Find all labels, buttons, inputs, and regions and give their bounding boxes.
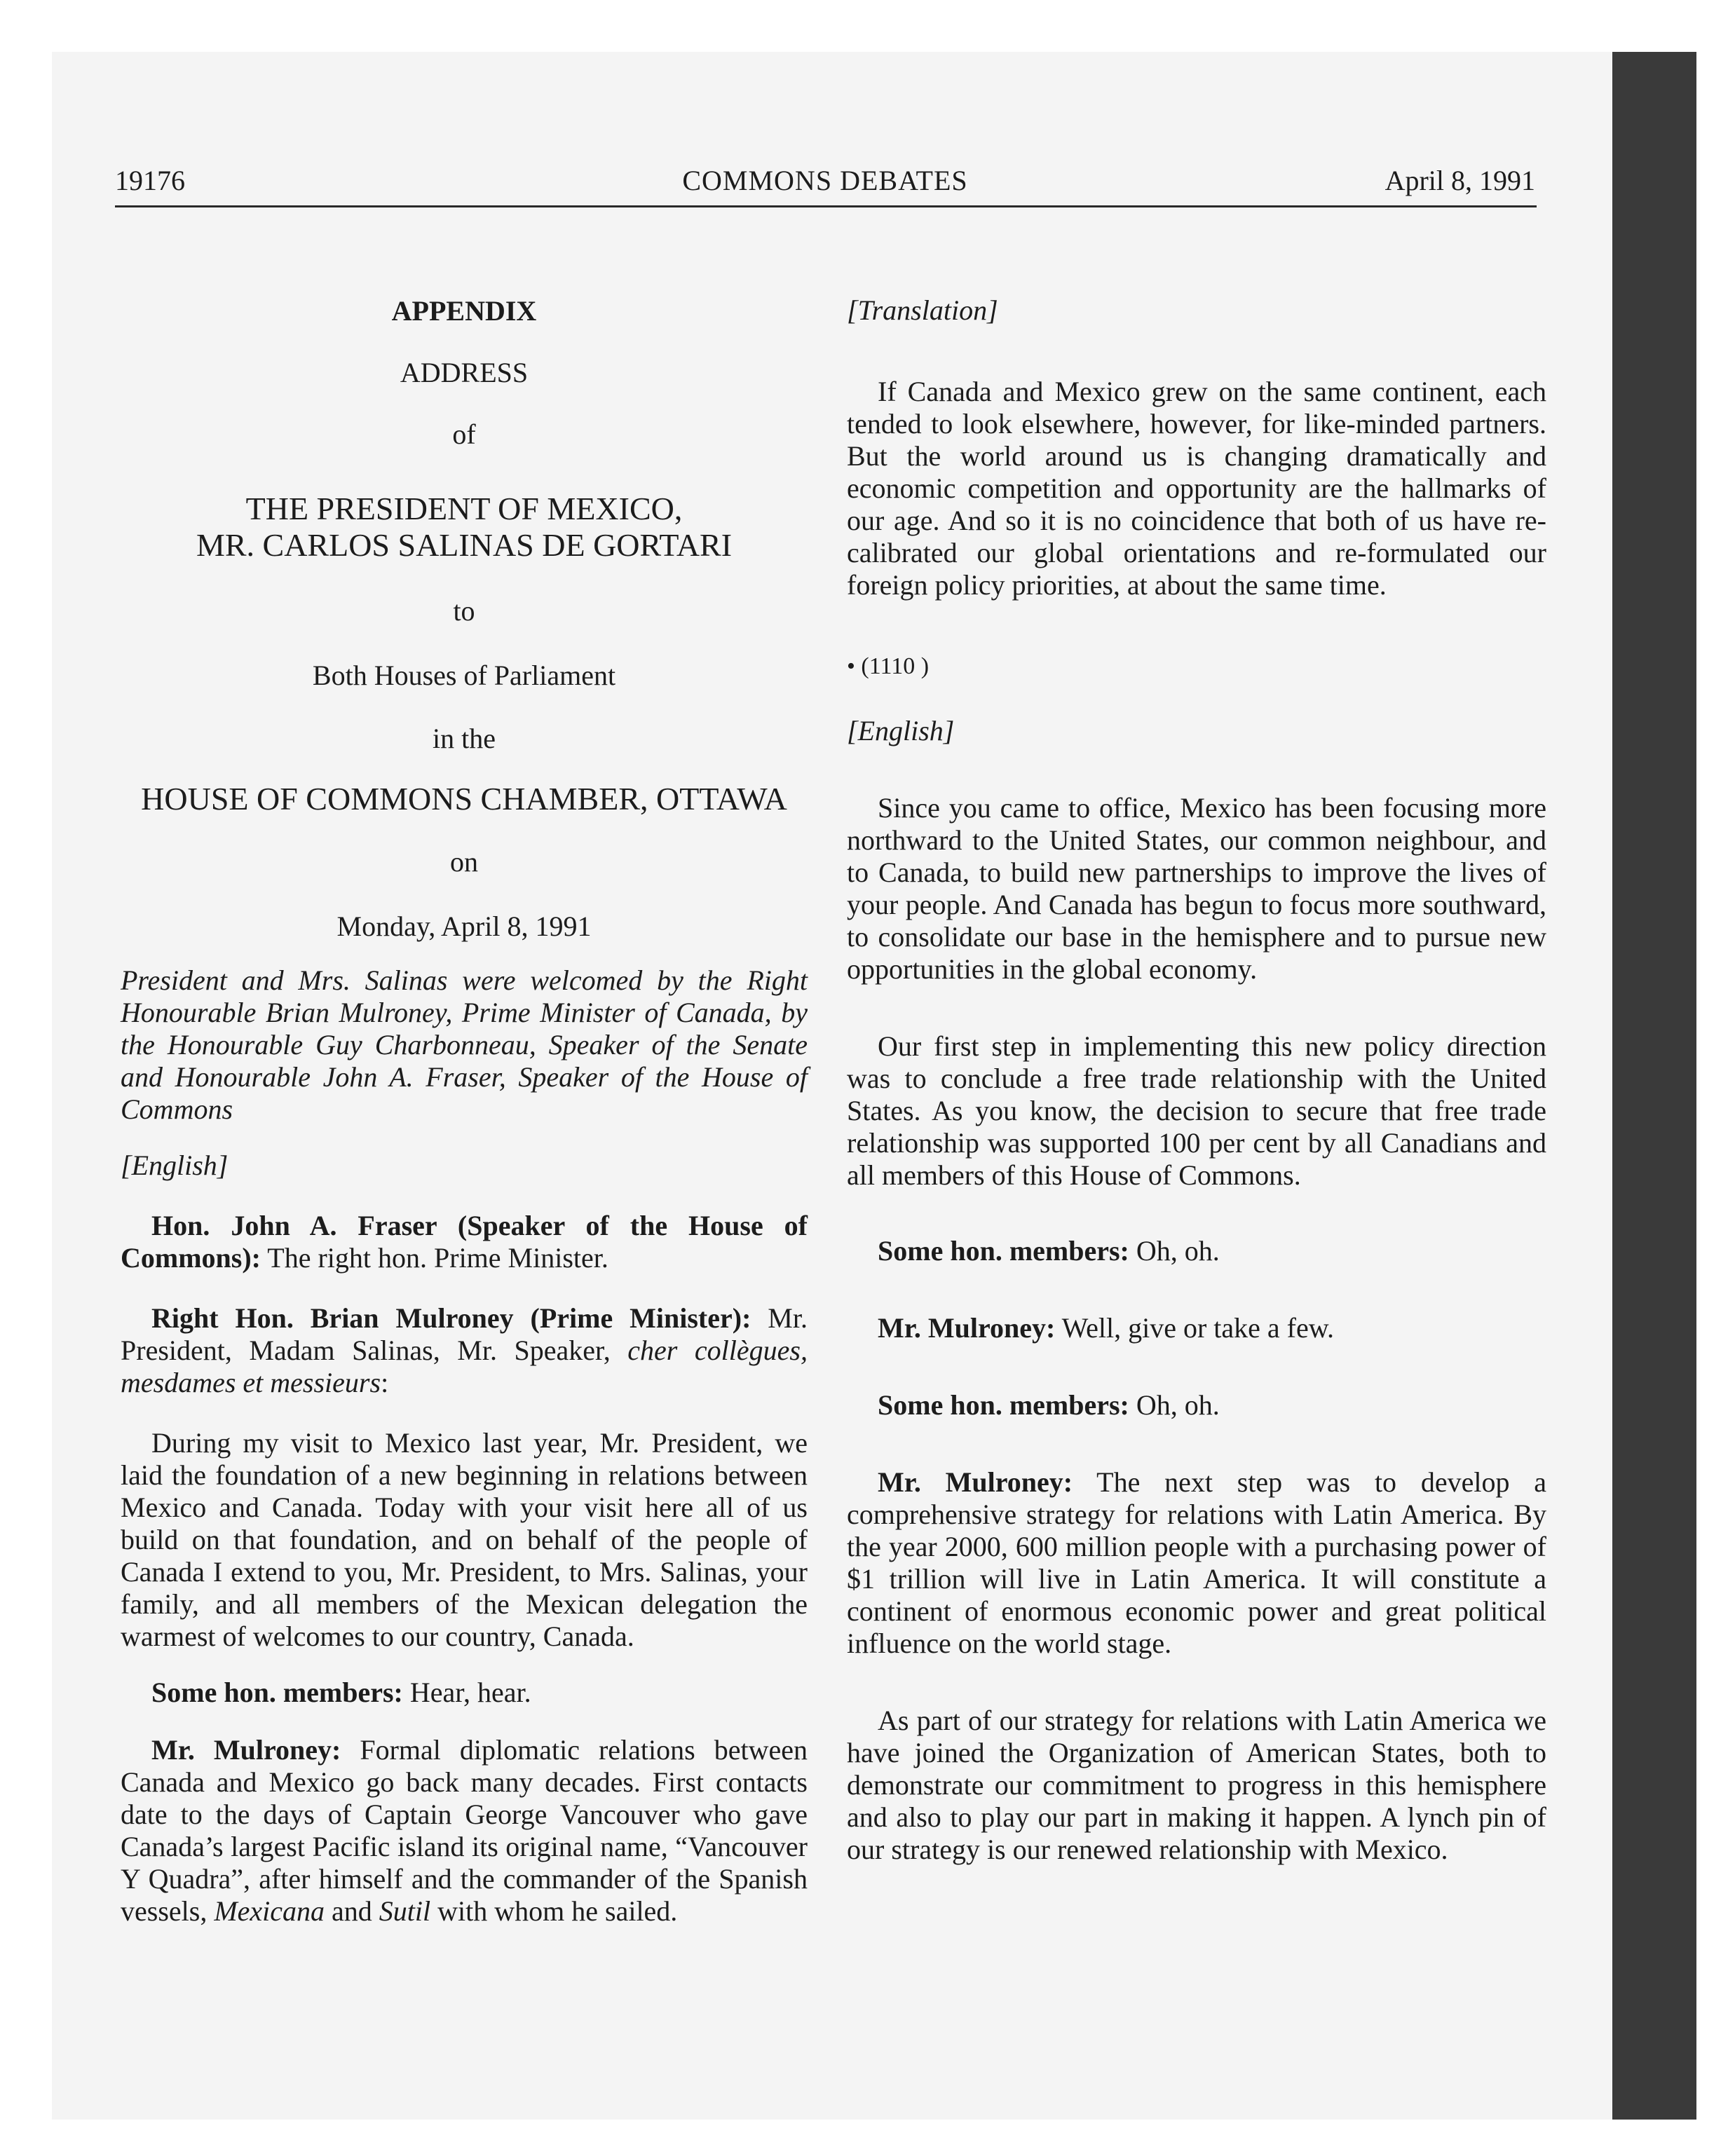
- title-line-1: THE PRESIDENT OF MEXICO,: [245, 491, 683, 526]
- speech-paragraph: [121, 1210, 808, 1274]
- speech-text: Well, give or take a few.: [1055, 1312, 1335, 1344]
- speech-paragraph: During my visit to Mexico last year, Mr. President, we laid the foundation of a new beginning in relations between Mexico and Canada. Today with your visit here all of us build on that foundation, and on behalf of the people of Canada I extend to you, Mr. President, to Mrs. Salinas, your family, and all members of the Mexican delegation the warmest of welcomes to our country, Canada.: [121, 1427, 808, 1652]
- speech-text: :: [381, 1367, 389, 1398]
- speaker-name: Hon. John A. Fraser (Speaker of the House of Commons):: [121, 1210, 808, 1274]
- header-rule: [115, 205, 1537, 207]
- right-column: [847, 280, 1546, 1866]
- speaker-name: Mr. Mulroney:: [878, 1466, 1073, 1498]
- speech-paragraph: [847, 1312, 1546, 1344]
- left-column: [121, 280, 808, 1928]
- header-date: April 8, 1991: [1384, 165, 1535, 196]
- speech-text-italic: cher collègues, mesdames et messieurs: [121, 1335, 808, 1398]
- speech-text: and: [325, 1895, 379, 1927]
- speaker-name: Some hon. members:: [878, 1235, 1129, 1267]
- speech-text: Mr. President, Madam Salinas, Mr. Speaker,: [121, 1302, 808, 1366]
- date-line: Monday, April 8, 1991: [336, 910, 592, 942]
- title-line-2: MR. CARLOS SALINAS DE GORTARI: [196, 527, 733, 563]
- speech-paragraph: [121, 1302, 808, 1399]
- speech-paragraph: [121, 1677, 808, 1709]
- speech-text: Formal diplomatic relations between Canada and Mexico go back many decades. First contacts date to the days of Captain George Vancouver who gave Canada’s largest Pacific island its original name, “Vancouver Y Quadra”, after himself and the commander of the Spanish vessels,: [121, 1734, 808, 1927]
- running-header: [115, 164, 1535, 209]
- welcome-note: President and Mrs. Salinas were welcomed by the Right Honourable Brian Mulroney, Prime Minister of Canada, by the Honourable Guy Charbonneau, Speaker of the Senate and Honourable John A. Fraser, Speaker of the House of Commons: [121, 964, 808, 1125]
- speaker-name: Right Hon. Brian Mulroney (Prime Minister):: [151, 1302, 751, 1334]
- speech-paragraph: If Canada and Mexico grew on the same continent, each tended to look elsewhere, however, for like-minded partners. But the world around us is changing dramatically and economic competition and opportunity are the hallmarks of our age. And so it is no coincidence that both of us have re-calibrated our global orientations and re-formulated our foreign policy priorities, at about the same time.: [847, 376, 1546, 601]
- speech-text: Hear, hear.: [402, 1677, 531, 1708]
- of-line: of: [452, 418, 476, 450]
- speech-paragraph: Our first step in implementing this new policy direction was to conclude a free trade relationship with the United States. As you know, the decision to secure that free trade relationship was supported 100 per cent by all Canadians and all members of this House of Commons.: [847, 1030, 1546, 1191]
- speech-text: The right hon. Prime Minister.: [260, 1242, 608, 1274]
- to-line: to: [453, 595, 475, 627]
- speech-paragraph: [847, 1466, 1546, 1660]
- speech-text: The next step was to develop a comprehensive strategy for relations with Latin America. By the year 2000, 600 million people with a purchasing power of $1 trillion will live in Latin America. It will constitute a continent of enormous economic power and great political influence on the world stage.: [847, 1466, 1546, 1659]
- speaker-name: Mr. Mulroney:: [878, 1312, 1056, 1344]
- vessel-name: Mexicana: [214, 1895, 325, 1927]
- time-marker: • (1110 ): [847, 653, 930, 679]
- speech-paragraph: [121, 1734, 808, 1928]
- speaker-name: Mr. Mulroney:: [151, 1734, 341, 1766]
- chamber-line: HOUSE OF COMMONS CHAMBER, OTTAWA: [141, 781, 787, 817]
- speech-text: with whom he sailed.: [430, 1895, 678, 1927]
- page-number: 19176: [115, 165, 185, 196]
- language-marker-english: [English]: [121, 1149, 229, 1181]
- vessel-name: Sutil: [379, 1895, 431, 1927]
- language-marker-translation: [Translation]: [847, 294, 998, 326]
- appendix-heading: APPENDIX: [391, 295, 537, 327]
- speaker-name: Some hon. members:: [878, 1389, 1129, 1421]
- speech-text: Oh, oh.: [1129, 1235, 1220, 1267]
- speaker-name: Some hon. members:: [151, 1677, 403, 1708]
- on-line: on: [450, 846, 478, 878]
- speech-paragraph: As part of our strategy for relations with Latin America we have joined the Organization of American States, both to demonstrate our commitment to progress in this hemisphere and also to play our part in making it happen. A lynch pin of our strategy is our renewed relationship with Mexico.: [847, 1705, 1546, 1865]
- speech-paragraph: [847, 1389, 1546, 1421]
- language-marker-english: [English]: [847, 715, 955, 746]
- houses-line: Both Houses of Parliament: [312, 660, 616, 691]
- speech-paragraph: [847, 1235, 1546, 1267]
- speech-paragraph: Since you came to office, Mexico has been focusing more northward to the United States, our common neighbour, and to Canada, to build new partnerships to improve the lives of your people. And Canada has begun to focus more southward, to consolidate our base in the hemisphere and to pursue new opportunities in the global economy.: [847, 792, 1546, 985]
- in-the-line: in the: [433, 723, 496, 754]
- speech-text: Oh, oh.: [1129, 1389, 1220, 1421]
- journal-title: COMMONS DEBATES: [682, 165, 968, 196]
- address-heading: ADDRESS: [400, 357, 529, 388]
